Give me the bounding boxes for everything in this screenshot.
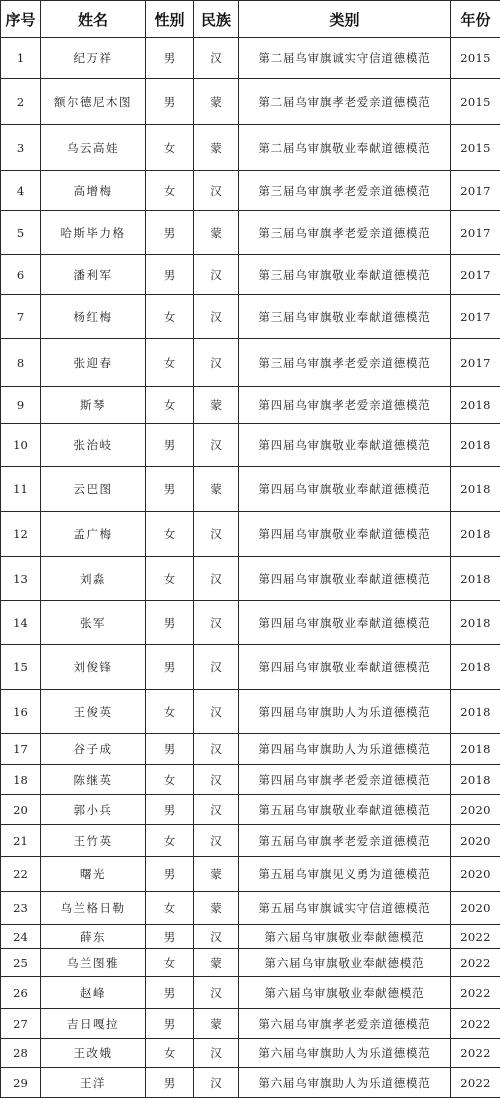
cell-seq: 4	[1, 171, 41, 211]
table-row	[1, 857, 500, 892]
header-category: 类别	[239, 1, 451, 38]
cell-year: 2015	[451, 38, 500, 79]
cell-year: 2018	[451, 387, 500, 424]
cell-cat: 第三届乌审旗孝老爱亲道德模范	[239, 171, 451, 211]
cell-ethnicity: 蒙	[194, 892, 239, 925]
table-row	[1, 339, 500, 387]
cell-ethnicity: 汉	[194, 295, 239, 339]
cell-cat: 第三届乌审旗孝老爱亲道德模范	[239, 339, 451, 387]
cell-name: 哈斯毕力格	[41, 211, 146, 255]
cell-year: 2017	[451, 339, 500, 387]
header-gender: 性别	[146, 1, 194, 38]
table-row	[1, 1068, 500, 1098]
table-row	[1, 79, 500, 125]
table-row	[1, 171, 500, 211]
table-row	[1, 387, 500, 424]
cell-seq: 21	[1, 825, 41, 857]
cell-cat: 第二届乌审旗敬业奉献道德模范	[239, 125, 451, 171]
cell-ethnicity: 汉	[194, 38, 239, 79]
cell-name: 吉日嘎拉	[41, 1009, 146, 1039]
cell-year: 2017	[451, 295, 500, 339]
cell-ethnicity: 汉	[194, 765, 239, 795]
cell-gender: 女	[146, 825, 194, 857]
cell-gender: 男	[146, 1009, 194, 1039]
header-name: 姓名	[41, 1, 146, 38]
cell-name: 王洋	[41, 1068, 146, 1098]
cell-ethnicity: 汉	[194, 255, 239, 295]
header-row	[1, 1, 500, 38]
cell-year: 2018	[451, 424, 500, 467]
cell-year: 2018	[451, 765, 500, 795]
cell-cat: 第六届乌审旗敬业奉献德模范	[239, 925, 451, 949]
cell-cat: 第四届乌审旗敬业奉献道德模范	[239, 467, 451, 512]
cell-cat: 第五届乌审旗敬业奉献道德模范	[239, 795, 451, 825]
cell-gender: 女	[146, 892, 194, 925]
cell-seq: 5	[1, 211, 41, 255]
cell-name: 额尔德尼木图	[41, 79, 146, 125]
table-row	[1, 1009, 500, 1039]
cell-seq: 25	[1, 949, 41, 977]
cell-gender: 女	[146, 949, 194, 977]
cell-name: 王改娥	[41, 1039, 146, 1068]
cell-gender: 男	[146, 38, 194, 79]
cell-seq: 16	[1, 690, 41, 734]
cell-year: 2018	[451, 645, 500, 690]
cell-cat: 第四届乌审旗孝老爱亲道德模范	[239, 387, 451, 424]
cell-cat: 第四届乌审旗敬业奉献道德模范	[239, 601, 451, 645]
cell-cat: 第四届乌审旗助人为乐道德模范	[239, 690, 451, 734]
cell-name: 张军	[41, 601, 146, 645]
cell-year: 2015	[451, 79, 500, 125]
cell-name: 高增梅	[41, 171, 146, 211]
cell-name: 郭小兵	[41, 795, 146, 825]
cell-seq: 24	[1, 925, 41, 949]
cell-gender: 女	[146, 690, 194, 734]
table-row	[1, 795, 500, 825]
cell-seq: 12	[1, 512, 41, 557]
cell-year: 2020	[451, 825, 500, 857]
cell-year: 2017	[451, 171, 500, 211]
cell-cat: 第五届乌审旗见义勇为道德模范	[239, 857, 451, 892]
table-row	[1, 949, 500, 977]
cell-year: 2018	[451, 734, 500, 765]
cell-gender: 女	[146, 387, 194, 424]
cell-seq: 22	[1, 857, 41, 892]
cell-year: 2022	[451, 977, 500, 1009]
table-body	[1, 38, 500, 1098]
cell-year: 2022	[451, 949, 500, 977]
cell-cat: 第五届乌审旗诚实守信道德模范	[239, 892, 451, 925]
cell-cat: 第六届乌审旗敬业奉献德模范	[239, 949, 451, 977]
cell-cat: 第六届乌审旗助人为乐道德模范	[239, 1068, 451, 1098]
cell-gender: 女	[146, 1039, 194, 1068]
cell-cat: 第三届乌审旗敬业奉献道德模范	[239, 295, 451, 339]
cell-seq: 1	[1, 38, 41, 79]
table-row	[1, 765, 500, 795]
cell-name: 张迎春	[41, 339, 146, 387]
cell-seq: 2	[1, 79, 41, 125]
cell-name: 王竹英	[41, 825, 146, 857]
cell-gender: 男	[146, 795, 194, 825]
cell-seq: 9	[1, 387, 41, 424]
cell-year: 2022	[451, 1039, 500, 1068]
cell-gender: 女	[146, 512, 194, 557]
cell-ethnicity: 蒙	[194, 467, 239, 512]
cell-cat: 第四届乌审旗敬业奉献道德模范	[239, 557, 451, 601]
cell-gender: 男	[146, 424, 194, 467]
cell-gender: 男	[146, 645, 194, 690]
cell-ethnicity: 汉	[194, 171, 239, 211]
cell-name: 赵峰	[41, 977, 146, 1009]
cell-gender: 男	[146, 467, 194, 512]
cell-cat: 第二届乌审旗孝老爱亲道德模范	[239, 79, 451, 125]
table-row	[1, 295, 500, 339]
cell-gender: 男	[146, 857, 194, 892]
cell-ethnicity: 汉	[194, 645, 239, 690]
cell-year: 2020	[451, 857, 500, 892]
cell-year: 2018	[451, 601, 500, 645]
table-row	[1, 1039, 500, 1068]
cell-name: 潘利军	[41, 255, 146, 295]
cell-gender: 女	[146, 125, 194, 171]
cell-year: 2018	[451, 690, 500, 734]
cell-ethnicity: 汉	[194, 977, 239, 1009]
cell-ethnicity: 汉	[194, 601, 239, 645]
table-row	[1, 892, 500, 925]
cell-seq: 14	[1, 601, 41, 645]
cell-name: 刘淼	[41, 557, 146, 601]
cell-name: 乌兰格日勒	[41, 892, 146, 925]
table-row	[1, 467, 500, 512]
cell-name: 孟广梅	[41, 512, 146, 557]
cell-seq: 23	[1, 892, 41, 925]
cell-year: 2022	[451, 1068, 500, 1098]
cell-name: 谷子成	[41, 734, 146, 765]
cell-gender: 男	[146, 211, 194, 255]
cell-name: 陈继英	[41, 765, 146, 795]
cell-gender: 男	[146, 601, 194, 645]
cell-ethnicity: 汉	[194, 557, 239, 601]
cell-name: 斯琴	[41, 387, 146, 424]
table-row	[1, 601, 500, 645]
table-row	[1, 977, 500, 1009]
cell-name: 曙光	[41, 857, 146, 892]
cell-year: 2020	[451, 795, 500, 825]
cell-ethnicity: 汉	[194, 734, 239, 765]
cell-ethnicity: 汉	[194, 1068, 239, 1098]
cell-gender: 女	[146, 295, 194, 339]
cell-seq: 8	[1, 339, 41, 387]
cell-year: 2017	[451, 255, 500, 295]
table-row	[1, 925, 500, 949]
table-row	[1, 512, 500, 557]
cell-name: 张治岐	[41, 424, 146, 467]
cell-seq: 20	[1, 795, 41, 825]
cell-gender: 男	[146, 925, 194, 949]
cell-ethnicity: 汉	[194, 690, 239, 734]
cell-ethnicity: 蒙	[194, 125, 239, 171]
cell-seq: 17	[1, 734, 41, 765]
cell-cat: 第三届乌审旗孝老爱亲道德模范	[239, 211, 451, 255]
cell-cat: 第五届乌审旗孝老爱亲道德模范	[239, 825, 451, 857]
cell-seq: 27	[1, 1009, 41, 1039]
cell-seq: 3	[1, 125, 41, 171]
cell-year: 2022	[451, 1009, 500, 1039]
cell-gender: 男	[146, 255, 194, 295]
cell-cat: 第四届乌审旗敬业奉献道德模范	[239, 424, 451, 467]
cell-ethnicity: 汉	[194, 925, 239, 949]
cell-ethnicity: 汉	[194, 424, 239, 467]
cell-seq: 13	[1, 557, 41, 601]
cell-ethnicity: 蒙	[194, 1009, 239, 1039]
cell-seq: 15	[1, 645, 41, 690]
cell-gender: 男	[146, 977, 194, 1009]
header-ethnicity: 民族	[194, 1, 239, 38]
cell-ethnicity: 蒙	[194, 387, 239, 424]
cell-year: 2022	[451, 925, 500, 949]
cell-gender: 女	[146, 339, 194, 387]
cell-name: 乌云高娃	[41, 125, 146, 171]
cell-seq: 18	[1, 765, 41, 795]
cell-year: 2017	[451, 211, 500, 255]
cell-cat: 第四届乌审旗敬业奉献道德模范	[239, 512, 451, 557]
cell-ethnicity: 蒙	[194, 949, 239, 977]
table-row	[1, 424, 500, 467]
cell-year: 2018	[451, 467, 500, 512]
header-seq: 序号	[1, 1, 41, 38]
cell-name: 刘俊锋	[41, 645, 146, 690]
table-row	[1, 734, 500, 765]
cell-seq: 11	[1, 467, 41, 512]
cell-year: 2018	[451, 557, 500, 601]
cell-seq: 29	[1, 1068, 41, 1098]
cell-ethnicity: 汉	[194, 795, 239, 825]
cell-gender: 女	[146, 171, 194, 211]
cell-gender: 女	[146, 765, 194, 795]
table-row	[1, 825, 500, 857]
table-row	[1, 211, 500, 255]
cell-name: 杨红梅	[41, 295, 146, 339]
cell-ethnicity: 汉	[194, 512, 239, 557]
cell-ethnicity: 汉	[194, 825, 239, 857]
table-row	[1, 690, 500, 734]
cell-name: 王俊英	[41, 690, 146, 734]
table-row	[1, 125, 500, 171]
cell-gender: 女	[146, 557, 194, 601]
cell-name: 云巴图	[41, 467, 146, 512]
cell-seq: 28	[1, 1039, 41, 1068]
cell-ethnicity: 汉	[194, 1039, 239, 1068]
cell-seq: 26	[1, 977, 41, 1009]
cell-name: 乌兰图雅	[41, 949, 146, 977]
cell-seq: 6	[1, 255, 41, 295]
cell-ethnicity: 蒙	[194, 79, 239, 125]
cell-seq: 7	[1, 295, 41, 339]
cell-seq: 10	[1, 424, 41, 467]
cell-year: 2018	[451, 512, 500, 557]
cell-cat: 第四届乌审旗敬业奉献道德模范	[239, 645, 451, 690]
cell-cat: 第二届乌审旗诚实守信道德模范	[239, 38, 451, 79]
table-row	[1, 645, 500, 690]
table-row	[1, 557, 500, 601]
cell-gender: 男	[146, 1068, 194, 1098]
cell-cat: 第六届乌审旗孝老爱亲道德模范	[239, 1009, 451, 1039]
cell-gender: 男	[146, 734, 194, 765]
table-row	[1, 38, 500, 79]
header-year: 年份	[451, 1, 500, 38]
cell-cat: 第六届乌审旗助人为乐道德模范	[239, 1039, 451, 1068]
cell-ethnicity: 汉	[194, 339, 239, 387]
cell-gender: 男	[146, 79, 194, 125]
cell-cat: 第四届乌审旗助人为乐道德模范	[239, 734, 451, 765]
cell-year: 2015	[451, 125, 500, 171]
cell-ethnicity: 蒙	[194, 857, 239, 892]
cell-name: 纪万祥	[41, 38, 146, 79]
cell-cat: 第六届乌审旗敬业奉献德模范	[239, 977, 451, 1009]
cell-name: 薛东	[41, 925, 146, 949]
cell-cat: 第四届乌审旗孝老爱亲道德模范	[239, 765, 451, 795]
cell-year: 2020	[451, 892, 500, 925]
cell-cat: 第三届乌审旗敬业奉献道德模范	[239, 255, 451, 295]
table-row	[1, 255, 500, 295]
cell-ethnicity: 蒙	[194, 211, 239, 255]
